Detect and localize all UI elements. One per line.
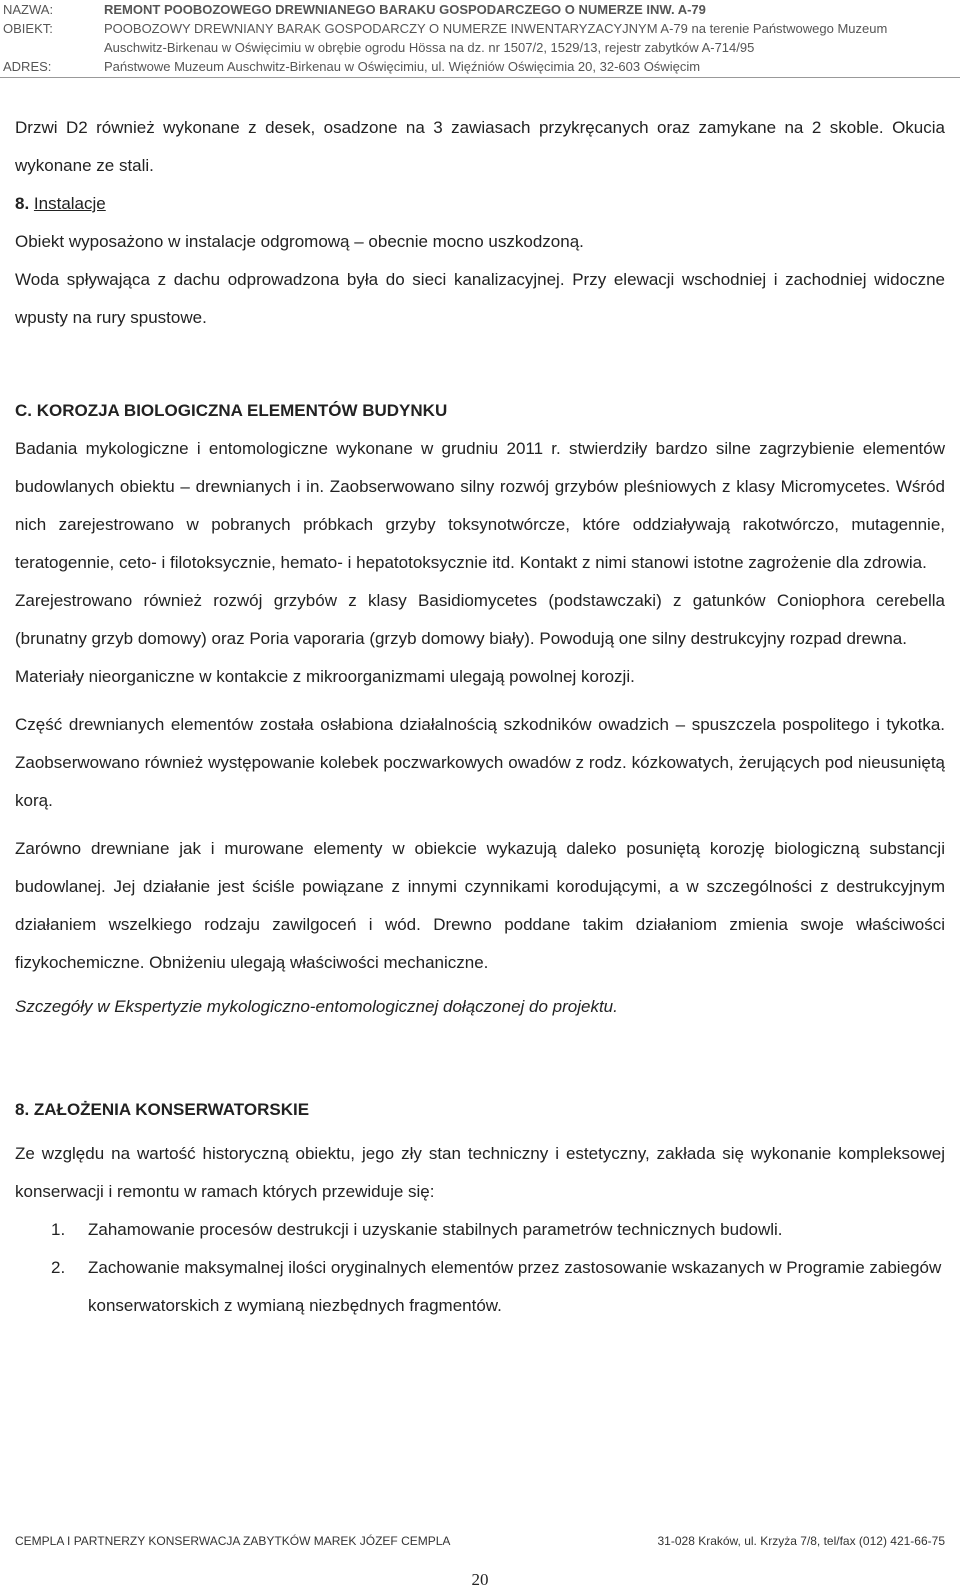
heading-number: 8. <box>15 194 30 213</box>
assumptions-list <box>15 1211 945 1325</box>
list-item <box>15 1211 945 1249</box>
header-value: Państwowe Muzeum Auschwitz-Birkenau w Oświęcimiu, ul. Więźniów Oświęcimia 20, 32-603 Oświęcim <box>104 59 701 74</box>
list-item-text: Zahamowanie procesów destrukcji i uzyskanie stabilnych parametrów technicznych budowli. <box>88 1220 783 1239</box>
paragraph-basidiomycetes: Zarejestrowano również rozwój grzybów z klasy Basidiomycetes (podstawczaki) z gatunków Coniophora cerebella (brunatny grzyb domowy) oraz Poria vaporaria (grzyb domowy biały). Powodują one silny destrukcyjny rozpad drewna. <box>15 591 945 648</box>
header-row-name <box>0 0 960 19</box>
header-divider <box>0 77 960 78</box>
paragraph-inorganic: Materiały nieorganiczne w kontakcie z mikroorganizmami ulegają powolnej korozji. <box>15 667 635 686</box>
paragraph-doors: Drzwi D2 również wykonane z desek, osadzone na 3 zawiasach przykręcanych oraz zamykane na 2 skoble. Okucia wykonane ze stali. <box>15 118 945 175</box>
main-content <box>15 109 945 1325</box>
footer-company: CEMPLA I PARTNERZY KONSERWACJA ZABYTKÓW MAREK JÓZEF CEMPLA <box>15 1534 451 1548</box>
heading-instalacje <box>15 185 945 223</box>
paragraph-insects: Część drewnianych elementów została osłabiona działalnością szkodników owadzich – spuszczela pospolitego i tykotka. Zaobserwowano również występowanie kolebek poczwarkowych owadów z rodz. kózkowatych, żerujących pod nieusuniętą korą. <box>15 715 945 810</box>
paragraph-expertise-note: Szczegóły w Ekspertyzie mykologiczno-entomologicznej dołączonej do projektu. <box>15 997 618 1016</box>
header-label: ADRES: <box>3 59 52 74</box>
paragraph-conservation: Ze względu na wartość historyczną obiektu, jego zły stan techniczny i estetyczny, zakłada się wykonanie kompleksowej konserwacji i remontu w ramach których przewiduje się: <box>15 1144 945 1201</box>
list-item-number: 2. <box>51 1258 66 1277</box>
page-number: 20 <box>471 1570 489 1589</box>
paragraph-drainage: Woda spływająca z dachu odprowadzona była do sieci kanalizacyjnej. Przy elewacji wschodniej i zachodniej widoczne wpusty na rury spustowe. <box>15 270 945 327</box>
header-row-object-cont <box>0 38 960 57</box>
section-heading-c: C. KOROZJA BIOLOGICZNA ELEMENTÓW BUDYNKU <box>15 401 448 420</box>
list-item <box>15 1249 945 1325</box>
header-value: Auschwitz-Birkenau w Oświęcimiu w obrębie ogrodu Hössa na dz. nr 1507/2, 1529/13, rejestr zabytków A-714/95 <box>104 40 755 55</box>
header-value: POOBOZOWY DREWNIANY BARAK GOSPODARCZY O NUMERZE INWENTARYZACYJNYM A-79 na terenie Państwowego Muzeum <box>104 21 888 36</box>
paragraph-corrosion: Zarówno drewniane jak i murowane elementy w obiekcie wykazują daleko posuniętą korozję biologiczną substancji budowlanej. Jej działanie jest ściśle powiązane z innymi czynnikami korodującymi, a w szczególności z destrukcyjnym działaniem wszelkiego rodzaju zawilgoceń i wód. Drewno poddane takim działaniom zmienia swoje właściwości fizykochemiczne. Obniżeniu ulegają właściwości mechaniczne. <box>15 839 945 972</box>
heading-title: Instalacje <box>33 194 106 213</box>
section-heading-8: 8. ZAŁOŻENIA KONSERWATORSKIE <box>15 1100 310 1119</box>
list-item-number: 1. <box>51 1220 66 1239</box>
header-row-object <box>0 19 960 38</box>
document-header <box>0 0 960 76</box>
header-label: NAZWA: <box>3 2 54 17</box>
header-row-address <box>0 57 960 76</box>
paragraph-lightning: Obiekt wyposażono w instalacje odgromową – obecnie mocno uszkodzoną. <box>15 232 584 251</box>
list-item-text: Zachowanie maksymalnej ilości oryginalnych elementów przez zastosowanie wskazanych w Programie zabiegów konserwatorskich z wymianą niezbędnych fragmentów. <box>88 1258 942 1315</box>
header-label: OBIEKT: <box>3 21 53 36</box>
paragraph-mycology: Badania mykologiczne i entomologiczne wykonane w grudniu 2011 r. stwierdziły bardzo silne zagrzybienie elementów budowlanych obiektu – drewnianych i in. Zaobserwowano silny rozwój grzybów pleśniowych z klasy Micromycetes. Wśród nich zarejestrowano w pobranych próbkach grzyby toksynotwórcze, które oddziaływają rakotwórczo, mutagennie, teratogennie, ceto- i filotoksycznie, hemato- i hepatotoksycznie itd. Kontakt z nimi stanowi istotne zagrożenie dla zdrowia. <box>15 439 945 572</box>
footer-address: 31-028 Kraków, ul. Krzyża 7/8, tel/fax (012) 421-66-75 <box>657 1534 945 1548</box>
header-value: REMONT POOBOZOWEGO DREWNIANEGO BARAKU GOSPODARCZEGO O NUMERZE INW. A-79 <box>104 2 706 17</box>
